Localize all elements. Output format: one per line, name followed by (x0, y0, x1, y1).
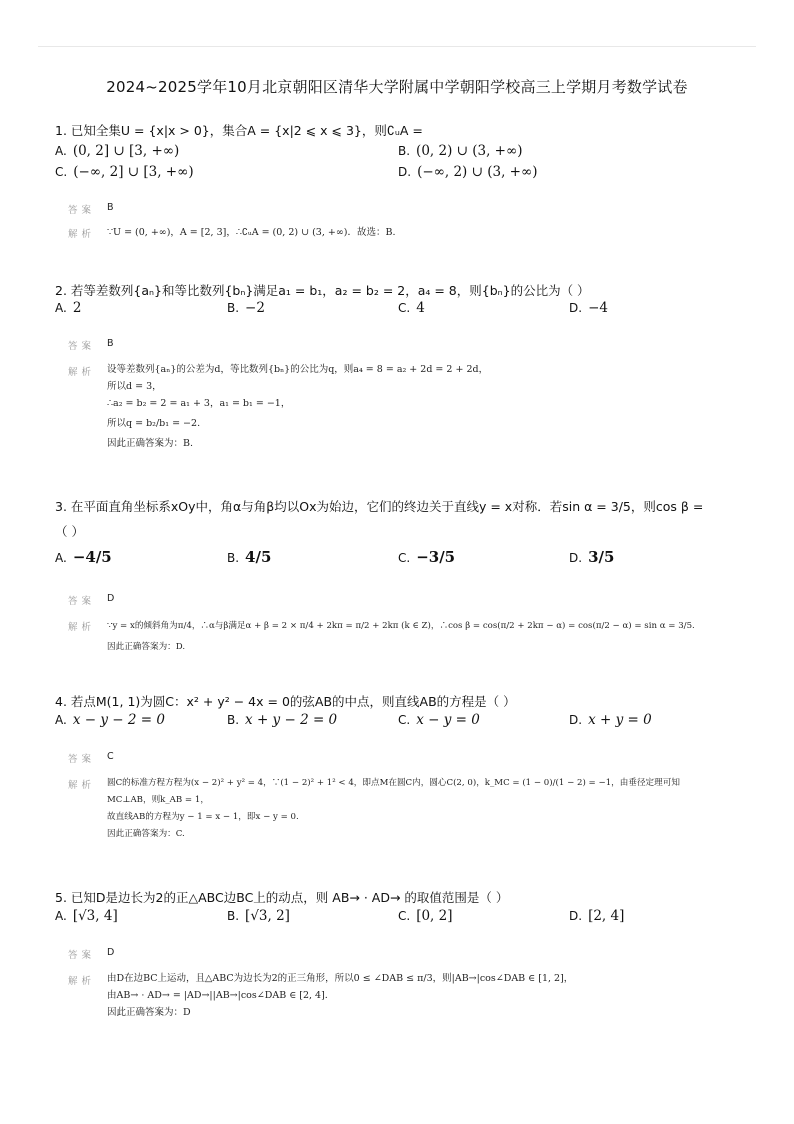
q1-option-a: A. (0, 2] ∪ [3, +∞) (55, 143, 180, 159)
q2-exp-line: 因此正确答案为：B. (107, 438, 194, 449)
q2-explanation (107, 361, 488, 452)
q5-exp-line: 因此正确答案为：D (107, 1007, 191, 1018)
q1-answer: B (107, 202, 114, 213)
q5-analysis-label: 解析 (68, 976, 96, 987)
q4-option-b: B. x + y − 2 = 0 (227, 712, 338, 728)
q2-exp-line: 所以d = 3， (107, 381, 162, 392)
q1-option-c: C. (−∞, 2] ∪ [3, +∞) (55, 164, 194, 180)
q5-option-c: C. [0, 2] (398, 908, 453, 924)
q2-exp-line: ∴a₂ = b₂ = 2 = a₁ + 3，a₁ = b₁ = −1， (107, 398, 291, 409)
q1-option-b: B. (0, 2) ∪ (3, +∞) (398, 143, 523, 159)
q4-exp-line: 圆C的标准方程方程为(x − 2)² + y² = 4，∵(1 − 2)² + 1² < 4，即点M在圆C内，圆心C(2, 0)，k_MC = (1 − 0)/(1 − 2) = −1，由垂径定理可知 (107, 778, 680, 788)
q2-option-a: A. 2 (55, 300, 82, 316)
q4-explanation (107, 775, 680, 843)
q3-option-d: D. 3/5 (569, 548, 615, 566)
q2-option-c: C. 4 (398, 300, 425, 316)
q5-option-a: A. [√3, 4] (55, 908, 118, 924)
q5-answer-label: 答案 (68, 950, 96, 961)
q2-answer-label: 答案 (68, 341, 96, 352)
q4-exp-line: 因此正确答案为：C. (107, 829, 185, 839)
q3-answer-label: 答案 (68, 596, 96, 607)
q5-exp-line: 由D在边BC上运动，且△ABC为边长为2的正三角形，所以0 ≤ ∠DAB ≤ π/3，则|AB→|cos∠DAB ∈ [1, 2]， (107, 973, 574, 984)
q2-stem: 2. 若等差数列{aₙ}和等比数列{bₙ}满足a₁ = b₁，a₂ = b₂ = 2，a₄ = 8，则{bₙ}的公比为（ ） (55, 283, 590, 298)
q4-option-a: A. x − y − 2 = 0 (55, 712, 165, 728)
q4-analysis-label: 解析 (68, 780, 96, 791)
q1-stem: 1. 已知全集U = {x|x > 0}，集合A = {x|2 ⩽ x ⩽ 3}，则∁ᵤA = (55, 123, 423, 138)
q5-option-b: B. [√3, 2] (227, 908, 290, 924)
q4-stem: 4. 若点M(1, 1)为圆C：x² + y² − 4x = 0的弦AB的中点，则直线AB的方程是（ ） (55, 694, 516, 709)
q4-answer: C (107, 751, 114, 762)
q1-option-d: D. (−∞, 2) ∪ (3, +∞) (398, 164, 538, 180)
q5-exp-line: 由AB→ · AD→ = |AD→||AB→|cos∠DAB ∈ [2, 4]. (107, 990, 328, 1001)
q4-answer-label: 答案 (68, 754, 96, 765)
q2-exp-line: 设等差数列{aₙ}的公差为d，等比数列{bₙ}的公比为q，则a₄ = 8 = a₂ + 2d = 2 + 2d， (107, 364, 489, 375)
q4-exp-line: 故直线AB的方程为y − 1 = x − 1，即x − y = 0. (107, 812, 299, 822)
q2-option-d: D. −4 (569, 300, 608, 316)
q1-analysis-label: 解析 (68, 229, 96, 240)
q3-option-c: C. −3/5 (398, 548, 456, 566)
q3-option-a: A. −4/5 (55, 548, 112, 566)
q4-option-c: C. x − y = 0 (398, 712, 480, 728)
q3-stem: 3. 在平面直角坐标系xOy中，角α与角β均以Ox为始边，它们的终边关于直线y = x对称．若sin α = 3/5，则cos β = (55, 499, 704, 514)
q2-option-b: B. −2 (227, 300, 265, 316)
page-title: 2024~2025学年10月北京朝阳区清华大学附属中学朝阳学校高三上学期月考数学试卷 (106, 78, 688, 96)
q2-exp-line: 所以q = b₂/b₁ = −2. (107, 418, 201, 429)
q3-analysis-label: 解析 (68, 622, 96, 633)
q2-answer: B (107, 338, 114, 349)
q1-explanation (107, 224, 395, 241)
q3-option-b: B. 4/5 (227, 548, 272, 566)
q4-option-d: D. x + y = 0 (569, 712, 652, 728)
q5-stem: 5. 已知D是边长为2的正△ABC边BC上的动点，则 AB→ · AD→ 的取值范围是（ ） (55, 890, 509, 905)
q4-exp-line: MC⊥AB，则k_AB = 1， (107, 795, 209, 805)
q5-explanation (107, 970, 573, 1021)
top-divider (38, 46, 756, 47)
q3-stem-continued: （ ） (55, 524, 84, 539)
q5-answer: D (107, 947, 115, 958)
q3-answer: D (107, 593, 115, 604)
q2-analysis-label: 解析 (68, 367, 96, 378)
q5-option-d: D. [2, 4] (569, 908, 625, 924)
q1-exp-line: ∵U = (0, +∞)，A = [2, 3]，∴∁ᵤA = (0, 2) ∪ (3, +∞)．故选：B. (107, 227, 396, 238)
q1-answer-label: 答案 (68, 205, 96, 216)
q3-exp-line: 因此正确答案为：D. (107, 642, 186, 652)
q3-exp-line: ∵y = x的倾斜角为π/4，∴α与β满足α + β = 2 × π/4 + 2kπ = π/2 + 2kπ (k ∈ Z)，∴cos β = cos(π/2 + 2kπ − α) = cos(π/2 − α) = sin α = 3/5. (107, 621, 695, 631)
q3-explanation (107, 618, 695, 656)
